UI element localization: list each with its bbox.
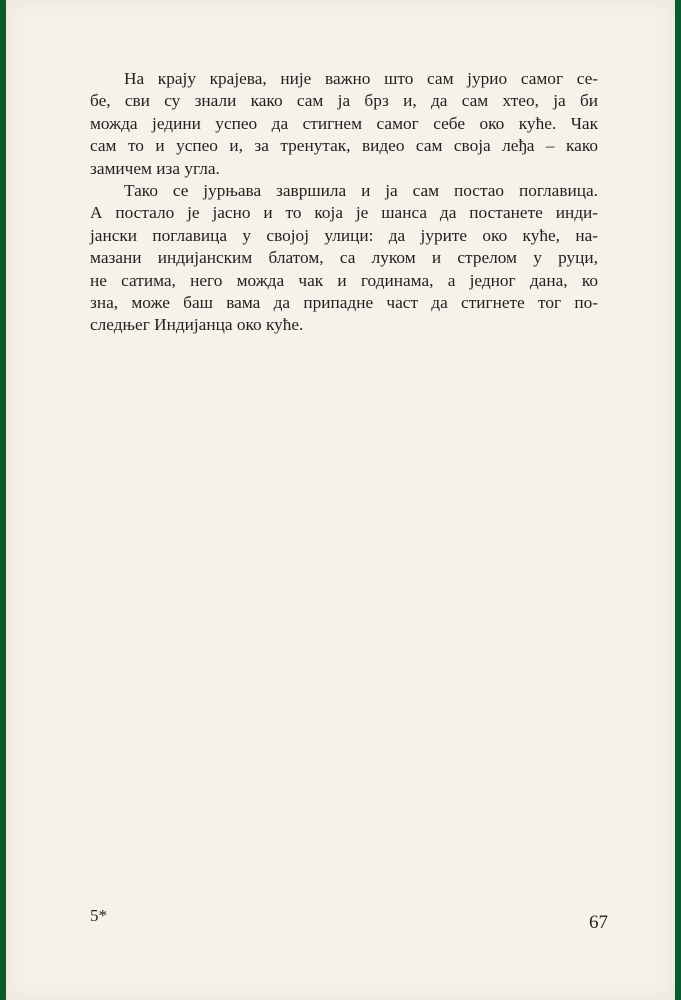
text-line: не сатима, него можда чак и годинама, а једног дана, ко — [90, 270, 598, 290]
signature-mark: 5* — [90, 906, 107, 925]
text-line: мазани индијанским блатом, са луком и стрелом у руци, — [90, 248, 598, 268]
text-line: На крају крајева, није важно што сам јурио самог се- — [124, 69, 598, 88]
text-line: зна, може баш вама да припадне част да стигнете тог по- — [90, 293, 598, 313]
text-line: бе, сви су знали како сам ја брз и, да сам хтео, ја би — [90, 91, 598, 111]
text-line: Тако се јурњава завршила и ја сам постао поглавица. — [124, 181, 598, 201]
text-line: замичем иза угла. — [90, 158, 220, 178]
text-line: А постало је јасно и то која је шанса да постанете инди- — [90, 203, 598, 223]
page-number: 67 — [589, 912, 608, 933]
text-line: јански поглавица у својој улици: да јурите око куће, на- — [90, 225, 598, 245]
text-line: сам то и успео и, за тренутак, видео сам своја леђа – како — [90, 136, 598, 156]
text-line: можда једини успео да стигнем самог себе око куће. Чак — [90, 113, 598, 133]
body-text — [90, 68, 598, 337]
text-line: следњег Индијанца око куће. — [90, 315, 304, 335]
book-page — [6, 0, 675, 1000]
